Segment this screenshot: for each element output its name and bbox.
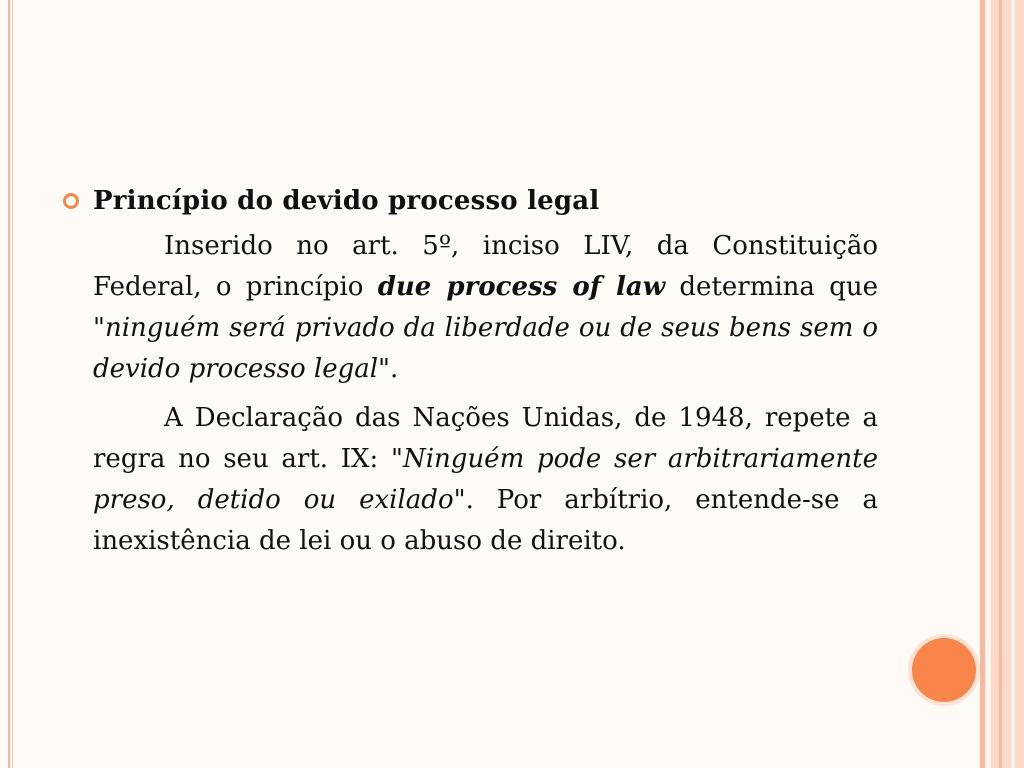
- stripe: [1002, 0, 1011, 768]
- slide-content: [63, 186, 878, 570]
- stripe: [991, 0, 999, 768]
- paragraph-un-declaration: [93, 398, 878, 562]
- paragraph1-text: Inserido no art. 5º, inciso LIV, da Constituição Federal, o princípio: [93, 231, 878, 302]
- bullet-ring-icon: [63, 193, 79, 209]
- paragraph1-text: determina que ": [93, 272, 878, 343]
- paragraph2-text: ". Por arbítrio, entende-se a inexistência de lei ou o abuso de direito.: [93, 485, 879, 556]
- bullet-item: [63, 186, 878, 216]
- bullet-heading: Princípio do devido processo legal: [93, 186, 600, 216]
- paragraph1-text: ".: [378, 354, 399, 384]
- right-decorative-stripes: [980, 0, 1024, 768]
- paragraph2-text: A Declaração das Nações Unidas, de 1948, repete a regra no seu art. IX: ": [93, 403, 878, 474]
- orange-circle-decoration: [912, 638, 976, 702]
- due-process-term: due process of law: [377, 272, 666, 302]
- constitution-quote: ninguém será privado da liberdade ou de seus bens sem o devido processo legal: [93, 313, 878, 384]
- paragraph-due-process: [93, 226, 878, 390]
- declaration-quote: Ninguém pode ser arbitrariamente preso, detido ou exilado: [93, 444, 878, 515]
- stripe: [1015, 0, 1024, 768]
